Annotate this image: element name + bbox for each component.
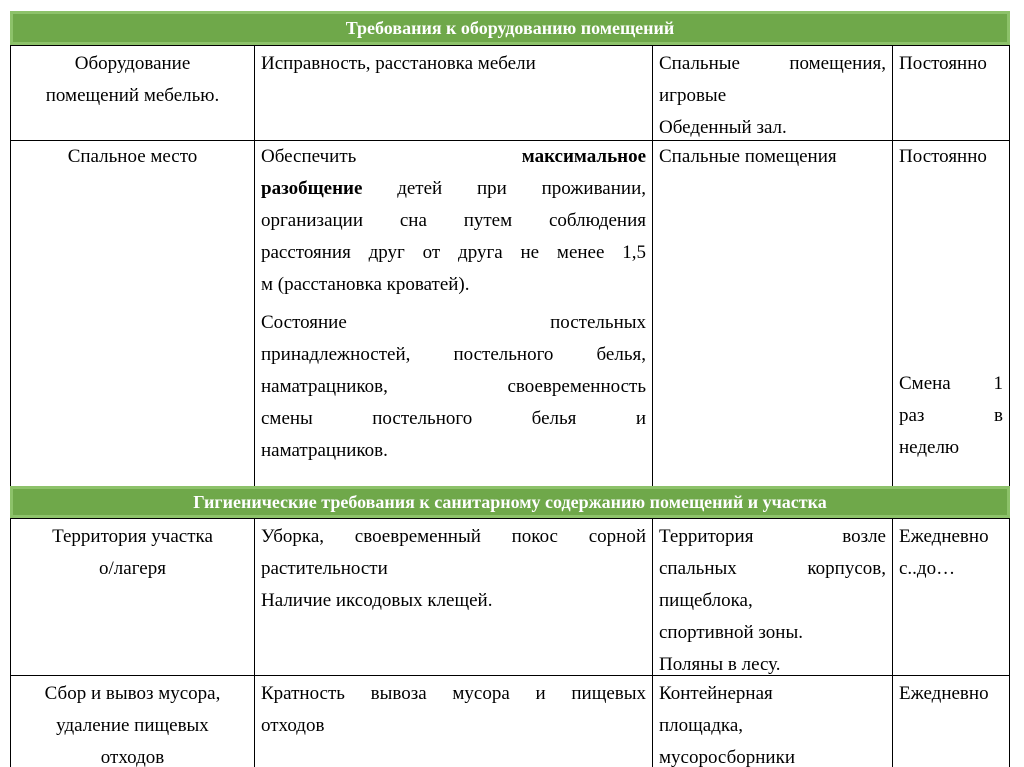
row1-location: Спальные помещения, игровые Обеденный зал. xyxy=(652,45,892,140)
row2-object: Спальное место xyxy=(10,140,254,486)
row3-requirement: Уборка, своевременный покос сорной растительности Наличие иксодовых клещей. xyxy=(254,518,652,675)
row2-requirement: Обеспечить максимальное разобщение детей при проживании, организации сна путем соблюдения расстояния друг от друга не менее 1,5 м (расстановка кроватей). Состояние постельных принадлежностей, постельного белья, наматрацников, своевременность смены постельного белья и наматрацников. xyxy=(254,140,652,486)
row3-location: Территория возле спальных корпусов, пищеблока, спортивной зоны. Поляны в лесу. xyxy=(652,518,892,675)
row1-frequency: Постоянно xyxy=(892,45,1010,140)
section-header-equipment: Требования к оборудованию помещений xyxy=(10,11,1010,45)
row4-frequency: Ежедневно xyxy=(892,675,1010,767)
row4-location: Контейнерная площадка, мусоросборники xyxy=(652,675,892,767)
row2-location: Спальные помещения xyxy=(652,140,892,486)
row3-frequency: Ежедневно с..до… xyxy=(892,518,1010,675)
row4-object: Сбор и вывоз мусора, удаление пищевых отходов xyxy=(10,675,254,767)
row3-object: Территория участка о/лагеря xyxy=(10,518,254,675)
requirements-table xyxy=(10,11,1010,767)
row1-requirement: Исправность, расстановка мебели xyxy=(254,45,652,140)
row4-requirement: Кратность вывоза мусора и пищевых отходов xyxy=(254,675,652,767)
section-header-hygiene: Гигиенические требования к санитарному содержанию помещений и участка xyxy=(10,486,1010,518)
row2-frequency: Постоянно Смена 1 раз в неделю xyxy=(892,140,1010,486)
row1-object: Оборудование помещений мебелью. xyxy=(10,45,254,140)
